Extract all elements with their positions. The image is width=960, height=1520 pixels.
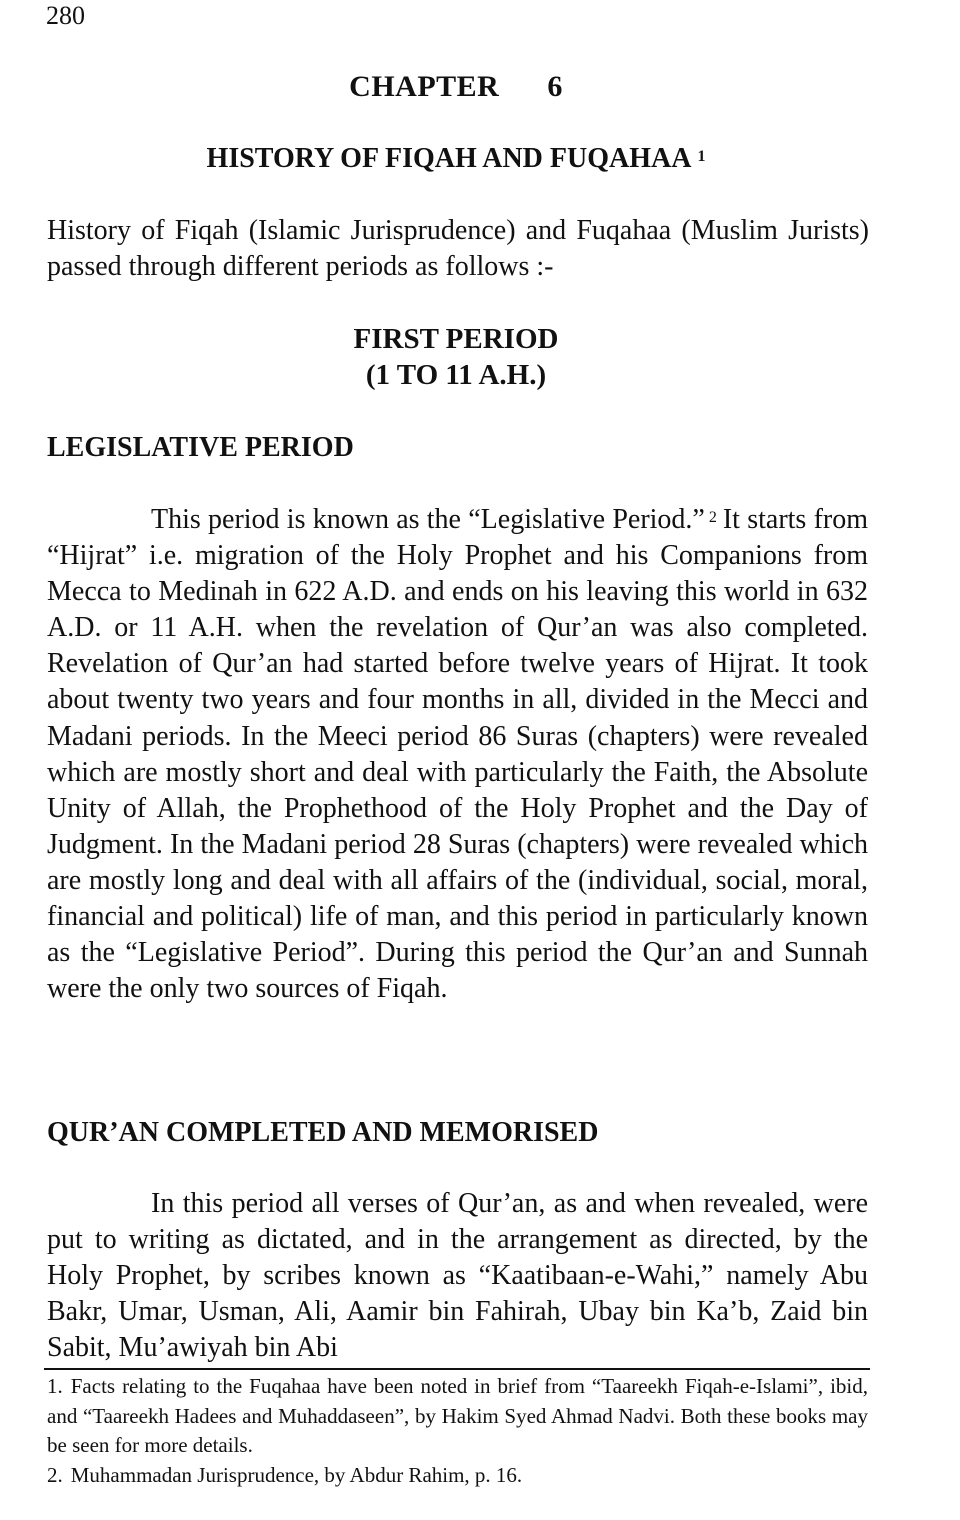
footnote-2-text: Muhammadan Jurisprudence, by Abdur Rahim, p. 16.	[70, 1462, 523, 1487]
period-title-line1: FIRST PERIOD	[353, 323, 559, 355]
footnote-1	[47, 1372, 868, 1461]
footnote-ref-1: 1	[697, 148, 706, 165]
period-title-line2: (1 TO 11 A.H.)	[365, 359, 547, 391]
chapter-title-text: HISTORY OF FIQAH AND FUQAHAA	[206, 143, 692, 174]
legislative-paragraph-rest: It starts from “Hijrat” i.e. migration of the Holy Prophet and his Companions from Mecca to Medinah in 622 A.D. and ends on his leaving this world in 632 A.D. or 11 A.H. when the revelation of Qur’an was also completed. Revelation of Qur’an had started before twelve years of Hijrat. It took about twenty two years and four months in all, divided in the Mecci and Madani periods. In the Meeci period 86 Suras (chapters) were revealed which are mostly short and deal with particularly the Faith, the Absolute Unity of Allah, the Prophethood of the Holy Prophet and the Day of Judgment. In the Madani period 28 Suras (chapters) were revealed which are mostly long and deal with all affairs of the (individual, social, moral, financial and political) life of man, and this period in particularly known as the “Legislative Period”. During this period the Qur’an and Sunnah were the only two sources of Fiqah.	[47, 504, 868, 1005]
legislative-paragraph	[47, 502, 868, 1007]
chapter-title	[0, 140, 912, 178]
footnote-2	[47, 1461, 868, 1491]
footnotes	[47, 1372, 868, 1490]
quran-paragraph: In this period all verses of Qur’an, as and when revealed, were put to writing as dictated, and in the arrangement as directed, by the Holy Prophet, by scribes known as “Kaatibaan-e-Wahi,” namely Abu Bakr, Umar, Usman, Ali, Aamir bin Fahirah, Ubay bin Ka’b, Zaid bin Sabit, Mu’awiyah bin Abi	[47, 1188, 868, 1364]
intro-paragraph: History of Fiqah (Islamic Jurisprudence) and Fuqahaa (Muslim Jurists) passed through different periods as follows :-	[47, 215, 869, 282]
section-heading-legislative: LEGISLATIVE PERIOD	[47, 432, 354, 463]
footnote-ref-2: 2	[708, 509, 717, 526]
footnote-1-number: 1.	[47, 1374, 63, 1398]
section-heading-quran: QUR’AN COMPLETED AND MEMORISED	[47, 1117, 599, 1148]
footnote-divider	[44, 1368, 870, 1370]
page-number: 280	[46, 1, 85, 30]
legislative-paragraph-start: This period is known as the “Legislative Period.”	[151, 504, 705, 535]
chapter-heading: CHAPTER 6	[349, 70, 563, 103]
footnote-2-number: 2.	[47, 1462, 63, 1487]
period-title	[0, 321, 912, 393]
footnote-1-text: Facts relating to the Fuqahaa have been noted in brief from “Taareekh Fiqah-e-Islami”, ibid, and “Taareekh Hadees and Muhaddaseen”, by Hakim Syed Ahmad Nadvi. Both these books may be seen for more details.	[47, 1374, 868, 1457]
